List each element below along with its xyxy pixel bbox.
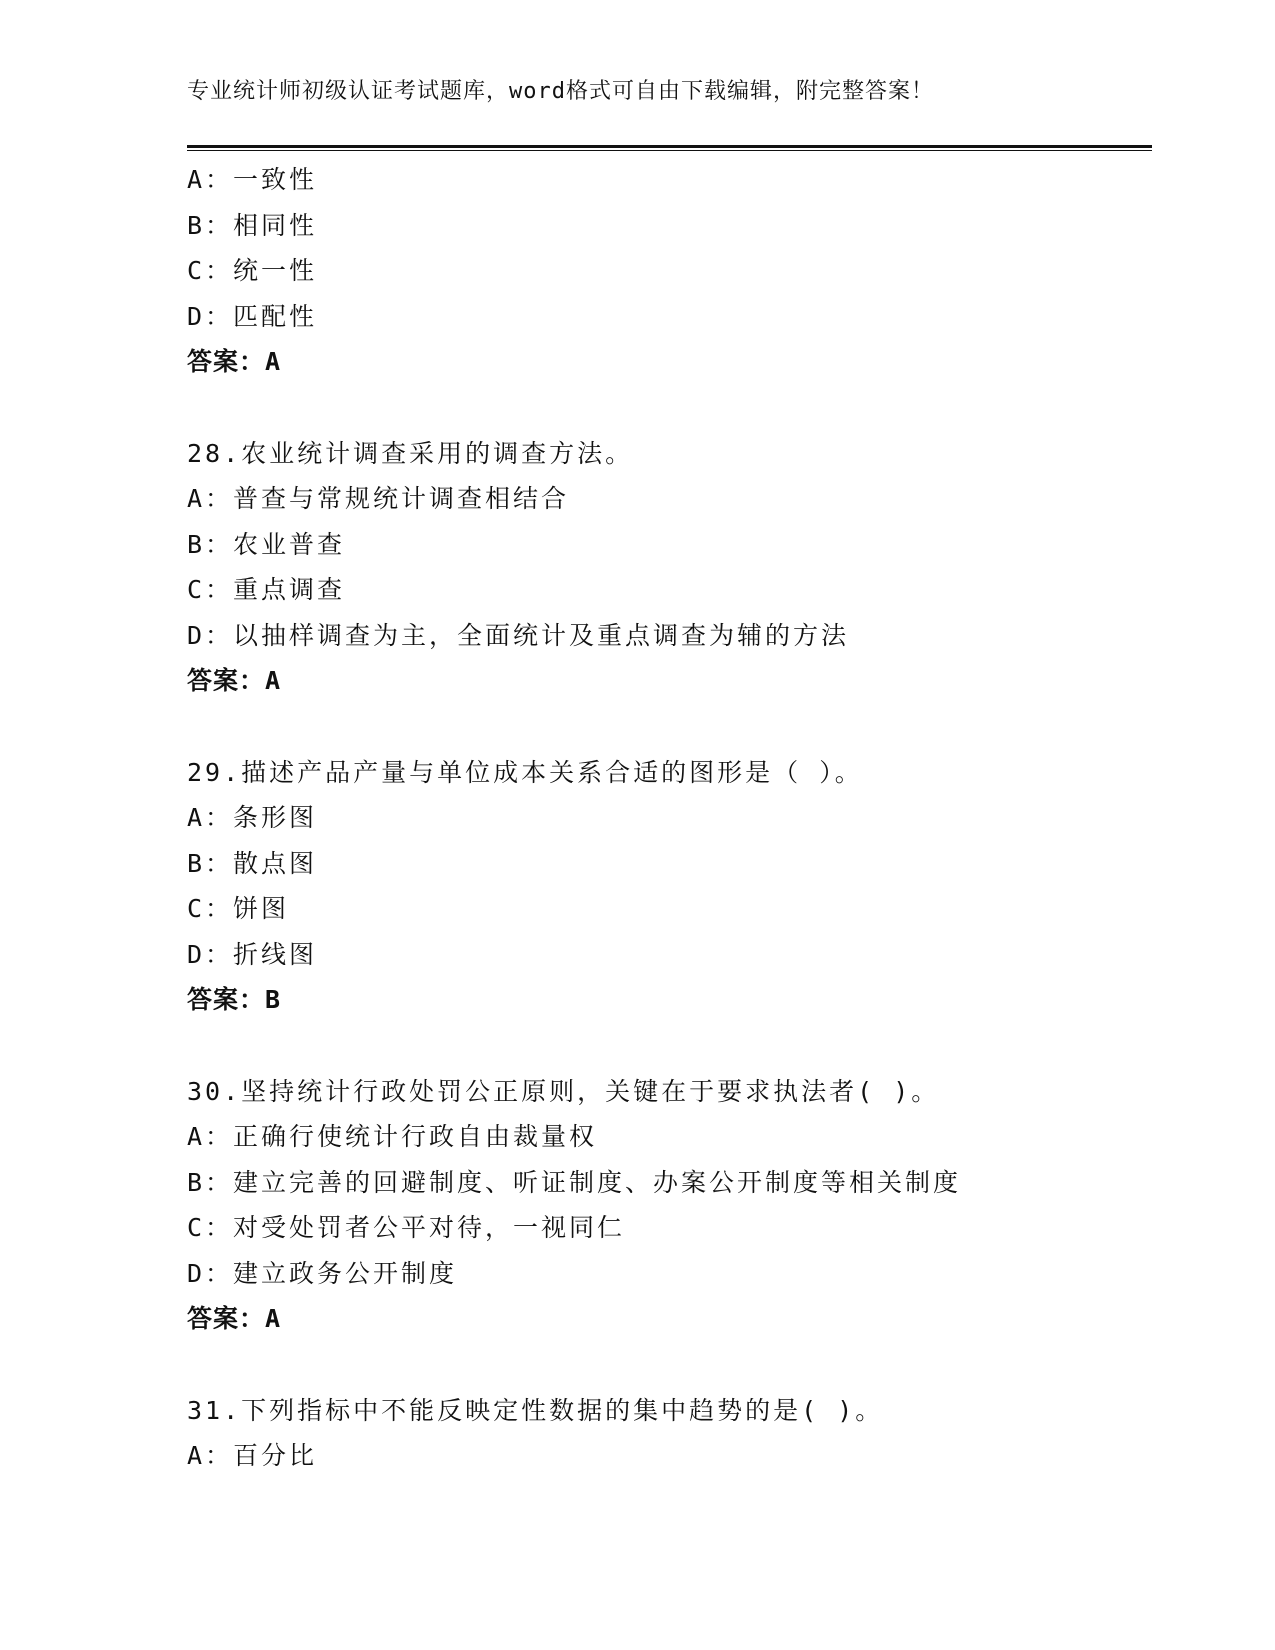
header-rule-thick — [187, 145, 1152, 148]
answer-text: 答案：A — [187, 347, 282, 376]
question-block — [187, 1388, 1152, 1479]
question-list — [187, 157, 1152, 1479]
option-b: B：相同性 — [187, 210, 318, 240]
option-d: D：匹配性 — [187, 301, 318, 331]
option-a: A：百分比 — [187, 1441, 318, 1470]
option-c: C：对受处罚者公平对待，一视同仁 — [187, 1213, 626, 1242]
question-text: 28.农业统计调查采用的调查方法。 — [187, 438, 634, 468]
question-block — [187, 431, 1152, 704]
question-block — [187, 750, 1152, 1023]
option-b: B：建立完善的回避制度、听证制度、办案公开制度等相关制度 — [187, 1167, 962, 1197]
option-a: A：条形图 — [187, 803, 318, 832]
question-text: 31.下列指标中不能反映定性数据的集中趋势的是( )。 — [187, 1395, 884, 1425]
question-block — [187, 1069, 1152, 1342]
block-spacer — [187, 1342, 1152, 1388]
option-a: A：正确行使统计行政自由裁量权 — [187, 1122, 598, 1151]
option-a: A：普查与常规统计调查相结合 — [187, 484, 570, 513]
block-spacer — [187, 1023, 1152, 1069]
option-d: D：以抽样调查为主，全面统计及重点调查为辅的方法 — [187, 620, 850, 650]
question-text: 29.描述产品产量与单位成本关系合适的图形是（ ）。 — [187, 757, 863, 787]
answer-text: 答案：A — [187, 1304, 282, 1333]
option-c: C：饼图 — [187, 894, 290, 923]
option-b: B：农业普查 — [187, 529, 346, 559]
option-d: D：折线图 — [187, 939, 318, 969]
option-a: A：一致性 — [187, 165, 318, 194]
header-rule-thin — [187, 150, 1152, 151]
question-block — [187, 157, 1152, 385]
block-spacer — [187, 704, 1152, 750]
answer-text: 答案：A — [187, 666, 282, 695]
document-header: 专业统计师初级认证考试题库，word格式可自由下载编辑，附完整答案！ — [187, 79, 934, 104]
option-c: C：重点调查 — [187, 575, 346, 604]
option-d: D：建立政务公开制度 — [187, 1258, 458, 1288]
question-text: 30.坚持统计行政处罚公正原则，关键在于要求执法者( )。 — [187, 1076, 940, 1106]
option-c: C：统一性 — [187, 256, 318, 285]
option-b: B：散点图 — [187, 848, 318, 878]
answer-text: 答案：B — [187, 985, 282, 1014]
block-spacer — [187, 385, 1152, 431]
